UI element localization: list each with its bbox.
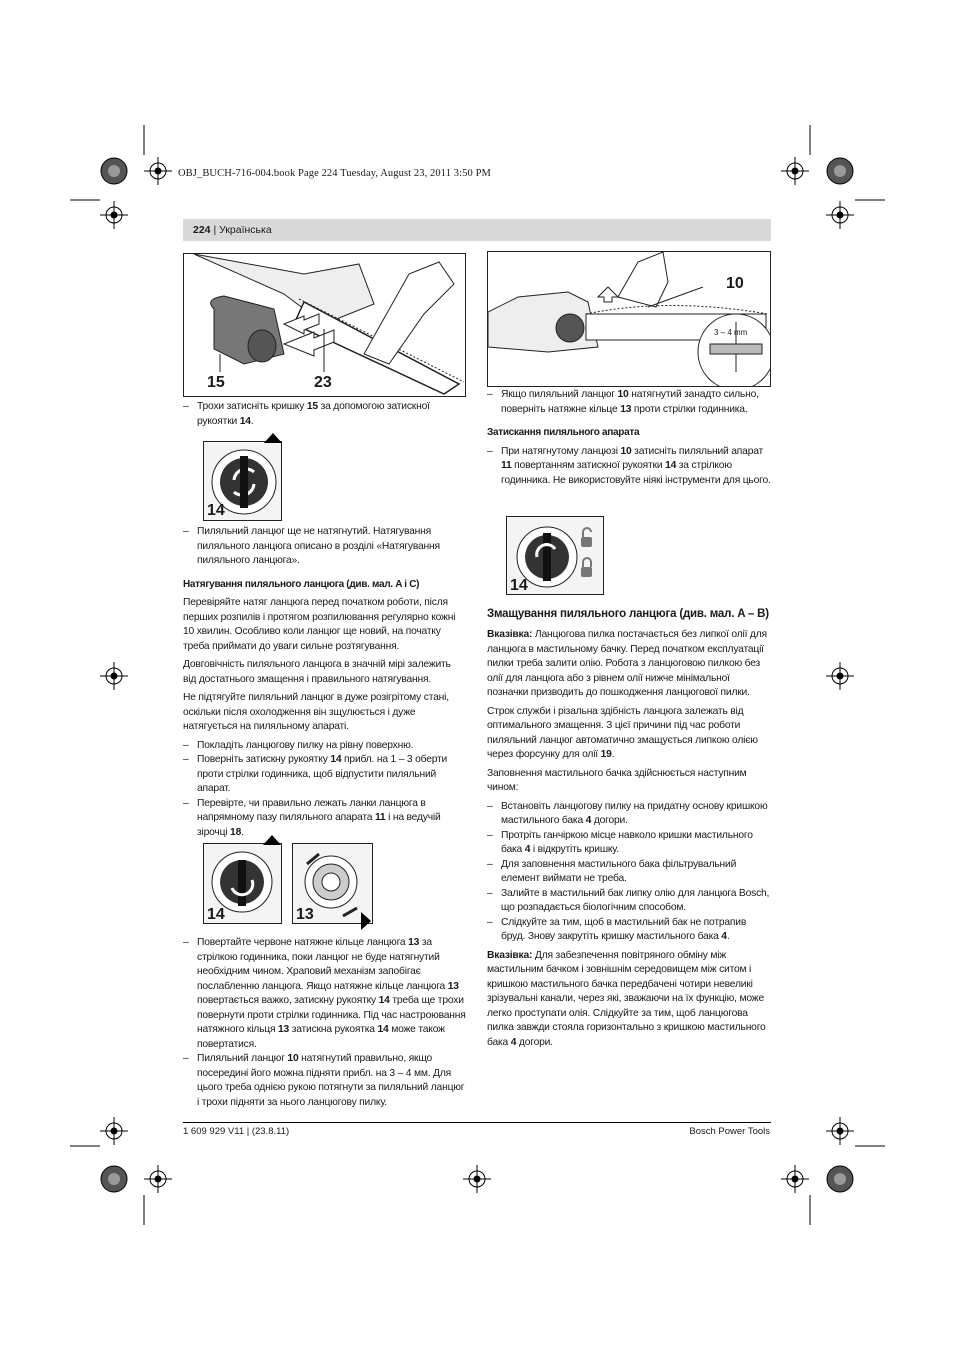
figure-callout-13: 13 — [296, 906, 314, 923]
list-item: – Якщо пиляльний ланцюг 10 натягнутий занадто сильно, поверніть натяжне кільце 13 проти стрілки годинника. — [487, 388, 771, 417]
figure-clamp-knob-1 — [203, 441, 282, 521]
corner-marker — [361, 912, 371, 930]
figure-callout-14: 14 — [510, 577, 528, 594]
paragraph: Перевіряйте натяг ланцюга перед початком роботи, після перших розпилів і протягом розпилювання регулярно кожні 10 хвилин. Особливо коли ланцюг ще новий, на початку треба приймати до уваги сильне розтягування. — [183, 597, 456, 652]
subheading: Натягування пиляльного ланцюга (див. мал. A і C) — [183, 578, 420, 590]
header-language: Українська — [219, 224, 272, 236]
footer-rule — [183, 1122, 771, 1123]
page-number: 224 — [193, 224, 211, 236]
figure-clamp-knob-2 — [506, 516, 604, 595]
figure-clamp-knob-3 — [203, 843, 282, 924]
right-column — [487, 388, 771, 488]
note: Вказівка: Ланцюгова пилка постачається без липкої олії для ланцюга в мастильному бачку. Перед початком експлуатації пилки треба залити олію. Робота з ланцюговою пилкою без олії для ланцюга або з рівнем олії нижче мінімальної позначки призводить до пошкодження ланцюгової пилки. — [487, 629, 767, 698]
left-column-3 — [183, 936, 466, 1110]
list-item: – Пиляльний ланцюг ще не натягнутий. Натягування пиляльного ланцюга описано в розділі «Натягування пиляльного ланцюга». — [183, 525, 466, 569]
right-column-2 — [487, 601, 771, 1054]
list-item: – Встановіть ланцюгову пилку на придатну основу кришкою мастильного бака 4 догори. — [487, 800, 771, 829]
chain-tension-illustration — [488, 252, 770, 386]
note: Вказівка: Для забезпечення повітряного обміну між мастильним бачком і зовнішнім середовищем між ситом і кришкою мастильного бачка передбачені чотири невеликі зрізувальні канали, через які, зважаючи на їх функцію, може легко проступати олія. Слідкуйте за тим, щоб ланцюгова пилка завжди стояла горизонтально з кришкою мастильного бака 4 догори. — [487, 949, 766, 1048]
page-header: 224 | Українська — [193, 224, 272, 236]
list-item: – Для заповнення мастильного бака фільтрувальний елемент виймати не треба. — [487, 858, 771, 887]
left-column-2 — [183, 525, 466, 840]
subheading: Затискання пиляльного апарата — [487, 427, 640, 438]
paragraph: Довговічність пиляльного ланцюга в значній мірі залежить від достатнього змащення і правильного натягування. — [183, 659, 451, 685]
print-info-line: OBJ_BUCH-716-004.book Page 224 Tuesday, August 23, 2011 3:50 PM — [178, 168, 491, 179]
measure-label: 3 – 4 mm — [714, 328, 748, 337]
list-item: – Покладіть ланцюгову пилку на рівну поверхню. — [183, 739, 466, 754]
figure-chain-tension-check — [487, 251, 771, 387]
paragraph: Заповнення мастильного бачка здійснюється наступним чином: — [487, 767, 747, 793]
list-item: – Слідкуйте за тим, щоб в мастильний бак не потрапив бруд. Знову закрутіть кришку мастильного бака 4. — [487, 916, 771, 945]
footer-left: 1 609 929 V11 | (23.8.11) — [183, 1126, 290, 1137]
section-heading: Змащування пиляльного ланцюга (див. мал. A – B) — [487, 608, 769, 620]
figure-callout-14: 14 — [207, 502, 225, 519]
list-item: – Протріть ганчіркою місце навколо кришки мастильного бака 4 і відкрутіть кришку. — [487, 829, 771, 858]
list-item: – При натягнутому ланцюзі 10 затисніть пиляльний апарат 11 повертанням затискної рукоятки 14 за стрілкою годинника. Не використовуйте ніякі інструменти для цього. — [487, 445, 771, 489]
list-item: – Повертайте червоне натяжне кільце ланцюга 13 за стрілкою годинника, поки ланцюг не буде натягнутий необхідним чином. Храповий механізм запобігає послабленню ланцюга. Якщо натяжне кільце ланцюга 13 повертається важко, затискну рукоятку 14 треба ще трохи повернути проти стрілки годинника. Під час настроювання натяжного кільця 13 затискна рукоятка 14 може також повертатися. — [183, 936, 466, 1052]
list-item: – Трохи затисніть кришку 15 за допомогою затискної рукоятки 14. — [183, 400, 466, 429]
figure-callout-10: 10 — [726, 275, 744, 292]
paragraph: Строк служби і різальна здібність ланцюга залежать від оптимального змащення. З цієї причини під час роботи пиляльний ланцюг автоматично змащується липкою олією через форсунку для олії 19. — [487, 705, 758, 760]
list-item: – Перевірте, чи правильно лежать ланки ланцюга в напрямному пазу пиляльного апарата 11 і на ведучій зірочці 18. — [183, 797, 466, 841]
figure-chainsaw-cover — [183, 253, 466, 397]
figure-callout-15: 15 — [207, 374, 225, 391]
figure-callout-14: 14 — [207, 906, 225, 923]
list-item: – Залийте в мастильний бак липку олію для ланцюга Bosch, що розпадається біологічним способом. — [487, 887, 771, 916]
list-item: – Пиляльний ланцюг 10 натягнутий правильно, якщо посередині його можна підняти прибл. на 3 – 4 мм. Для цього треба однією рукою потягнути за пиляльний ланцюг і трохи підняти за нього ланцюгову пилку. — [183, 1052, 466, 1110]
footer-right: Bosch Power Tools — [689, 1126, 770, 1137]
left-column — [183, 400, 466, 429]
paragraph: Не підтягуйте пиляльний ланцюг в дуже розігрітому стані, оскільки після охолодження він зщулюється і дуже натягується на пиляльному апараті. — [183, 692, 449, 732]
figure-callout-23: 23 — [314, 374, 332, 391]
list-item: – Поверніть затискну рукоятку 14 прибл. на 1 – 3 оберти проти стрілки годинника, щоб відпустити пиляльний апарат. — [183, 753, 466, 797]
corner-marker — [264, 433, 282, 443]
